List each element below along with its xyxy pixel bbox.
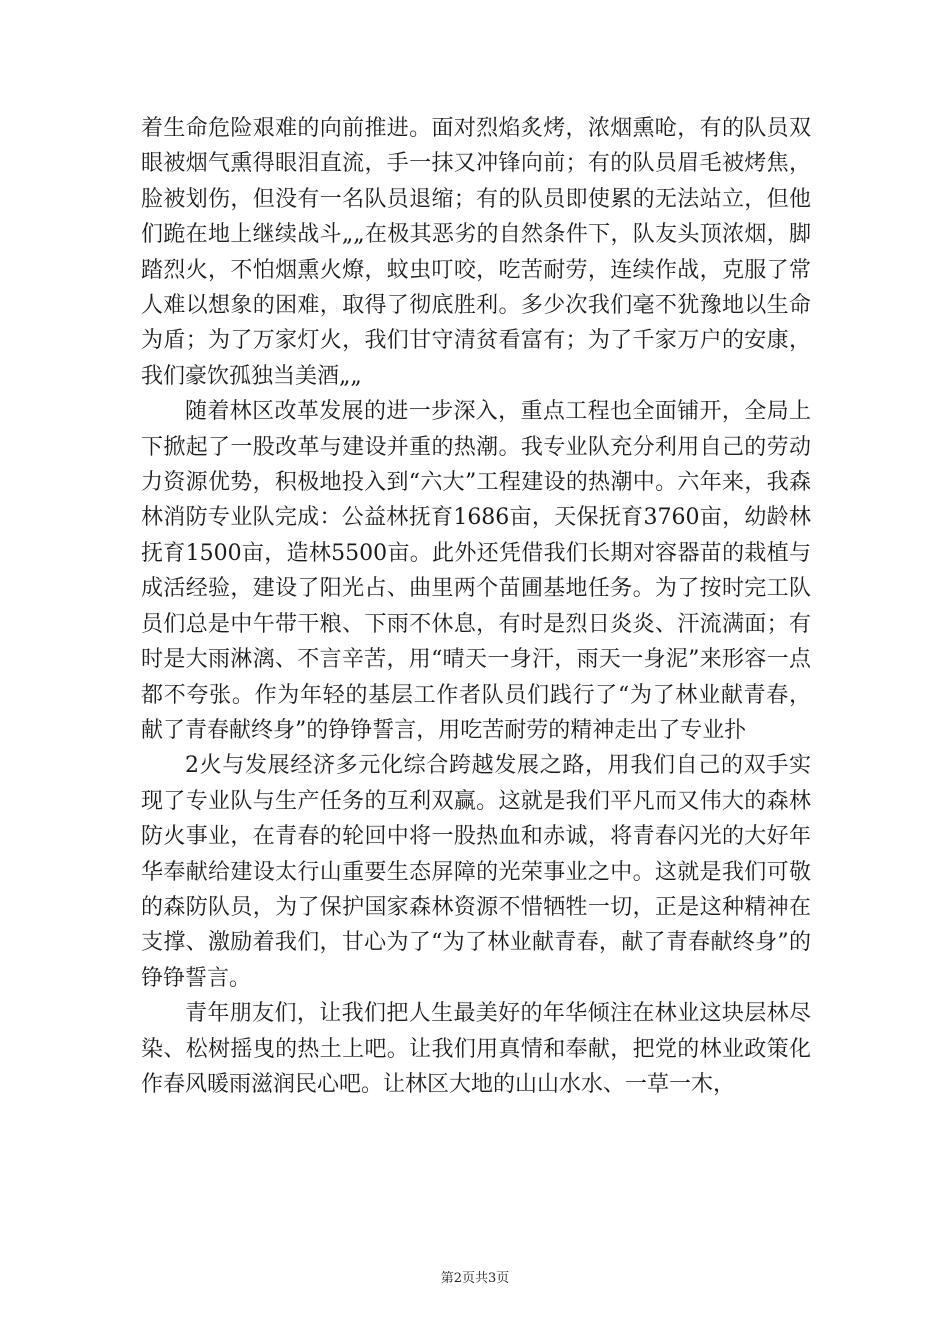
paragraph-4: 青年朋友们，让我们把人生最美好的年华倾注在林业这块层林尽染、松树摇曳的热土上吧。让我们用真情和奉献，把党的林业政策化作春风暖雨滋润民心吧。让林区大地的山山水水、一草一木， (141, 1001, 811, 1097)
paragraph-1: 着生命危险艰难的向前推进。面对烈焰炙烤，浓烟熏呛，有的队员双眼被烟气熏得眼泪直流，手一抹又冲锋向前；有的队员眉毛被烤焦，脸被划伤，但没有一名队员退缩；有的队员即使累的无法站立，但他们跪在地上继续战斗„„在极其恶劣的自然条件下，队友头顶浓烟，脚踏烈火，不怕烟熏火燎，蚊虫叮咬，吃苦耐劳，连续作战，克服了常人难以想象的困难，取得了彻底胜利。多少次我们毫不犹豫地以生命为盾；为了万家灯火，我们甘守清贫看富有；为了千家万户的安康，我们豪饮孤独当美酒„„ (141, 116, 811, 389)
page-number-footer: 第2页共3页 (440, 1271, 510, 1286)
paragraph-2: 随着林区改革发展的进一步深入，重点工程也全面铺开，全局上下掀起了一股改革与建设并重的热潮。我专业队充分利用自己的劳动力资源优势，积极地投入到“六大”工程建设的热潮中。六年来，我森林消防专业队完成：公益林抚育1686亩，天保抚育3760亩，幼龄林抚育1500亩，造林5500亩。此外还凭借我们长期对容器苗的栽植与成活经验，建设了阳光占、曲里两个苗圃基地任务。为了按时完工队员们总是中午带干粮、下雨不休息，有时是烈日炎炎、汗流满面；有时是大雨淋漓、不言辛苦，用“晴天一身汗，雨天一身泥”来形容一点都不夸张。作为年轻的基层工作者队员们践行了“为了林业献青春，献了青春献终身”的铮铮誓言，用吃苦耐劳的精神走出了专业扑 (141, 399, 811, 743)
document-body (141, 111, 811, 1102)
paragraph-3: 2火与发展经济多元化综合跨越发展之路，用我们自己的双手实现了专业队与生产任务的互利双赢。这就是我们平凡而又伟大的森林防火事业，在青春的轮回中将一股热血和赤诚，将青春闪光的大好年华奉献给建设太行山重要生态屏障的光荣事业之中。这就是我们可敬的森防队员，为了保护国家森林资源不惜牺牲一切，正是这种精神在支撑、激励着我们，甘心为了“为了林业献青春，献了青春献终身”的铮铮誓言。 (141, 753, 811, 991)
